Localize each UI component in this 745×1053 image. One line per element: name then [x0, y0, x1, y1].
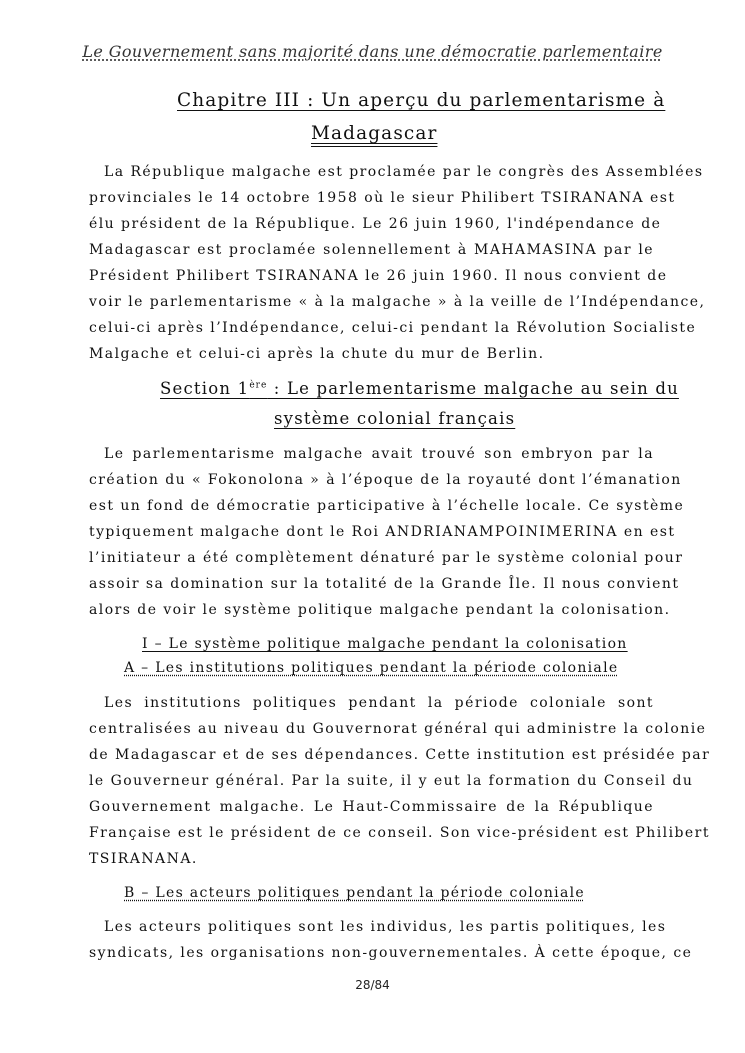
- paragraph-line: Madagascar est proclamée solennellement à MAHAMASINA par le: [89, 242, 654, 258]
- section-superscript: ère: [249, 380, 268, 391]
- paragraph-line: Les acteurs politiques sont les individus, les partis politiques, les: [104, 919, 667, 935]
- paragraph-line: provinciales le 14 octobre 1958 où le sieur Philibert TSIRANANA est: [89, 190, 676, 206]
- section-number: Section 1: [160, 379, 250, 398]
- paragraph-line: alors de voir le système politique malgache pendant la colonisation.: [89, 602, 671, 618]
- paragraph-line: de Madagascar et de ses dépendances. Cette institution est présidée par: [89, 747, 711, 763]
- paragraph-line: assoir sa domination sur la totalité de la Grande Île. Il nous convient: [89, 576, 680, 592]
- paragraph-line: Le parlementarisme malgache avait trouvé son embryon par la: [104, 446, 654, 462]
- paragraph-line: Gouvernement malgache. Le Haut-Commissaire de la République: [89, 799, 654, 815]
- paragraph-line: le Gouverneur général. Par la suite, il y eut la formation du Conseil du: [89, 773, 694, 789]
- paragraph-line: création du « Fokonolona » à l’époque de la royauté dont l’émanation: [89, 472, 682, 488]
- running-header: Le Gouvernement sans majorité dans une démocratie parlementaire: [82, 42, 663, 61]
- paragraph-line: celui-ci après l’Indépendance, celui-ci pendant la Révolution Socialiste: [89, 320, 697, 336]
- paragraph-line: La République malgache est proclamée par le congrès des Assemblées: [104, 164, 704, 180]
- paragraph-line: centralisées au niveau du Gouvernorat général qui administre la colonie: [89, 721, 707, 737]
- paragraph-line: voir le parlementarisme « à la malgache » à la veille de l’Indépendance,: [89, 294, 706, 310]
- paragraph-line: syndicats, les organisations non-gouvernementales. À cette époque, ce: [89, 945, 693, 961]
- section-title-line-2: système colonial français: [274, 409, 516, 428]
- chapter-title-line-1: Chapitre III : Un aperçu du parlementarisme à: [177, 90, 666, 111]
- page-number: 28/84: [355, 978, 390, 992]
- paragraph-line: Malgache et celui-ci après la chute du mur de Berlin.: [89, 346, 545, 362]
- paragraph-line: l’initiateur a été complètement dénaturé par le système colonial pour: [89, 550, 684, 566]
- paragraph-line: Président Philibert TSIRANANA le 26 juin 1960. Il nous convient de: [89, 268, 668, 284]
- subheading-A: A – Les institutions politiques pendant la période coloniale: [124, 660, 619, 676]
- section-title-line-1: [160, 379, 679, 398]
- paragraph-line: TSIRANANA.: [89, 851, 198, 867]
- paragraph-line: élu président de la République. Le 26 juin 1960, l'indépendance de: [89, 216, 662, 232]
- subheading-I: I – Le système politique malgache pendant la colonisation: [142, 636, 628, 652]
- subheading-B: B – Les acteurs politiques pendant la période coloniale: [124, 885, 585, 901]
- section-title-text: : Le parlementarisme malgache au sein du: [267, 379, 679, 398]
- chapter-title-line-2: Madagascar: [311, 123, 438, 144]
- paragraph-line: Les institutions politiques pendant la période coloniale sont: [104, 695, 654, 711]
- paragraph-line: Française est le président de ce conseil. Son vice-président est Philibert: [89, 825, 710, 841]
- paragraph-line: est un fond de démocratie participative à l’échelle locale. Ce système: [89, 498, 685, 514]
- paragraph-line: typiquement malgache dont le Roi ANDRIANAMPOINIMERINA en est: [89, 524, 676, 540]
